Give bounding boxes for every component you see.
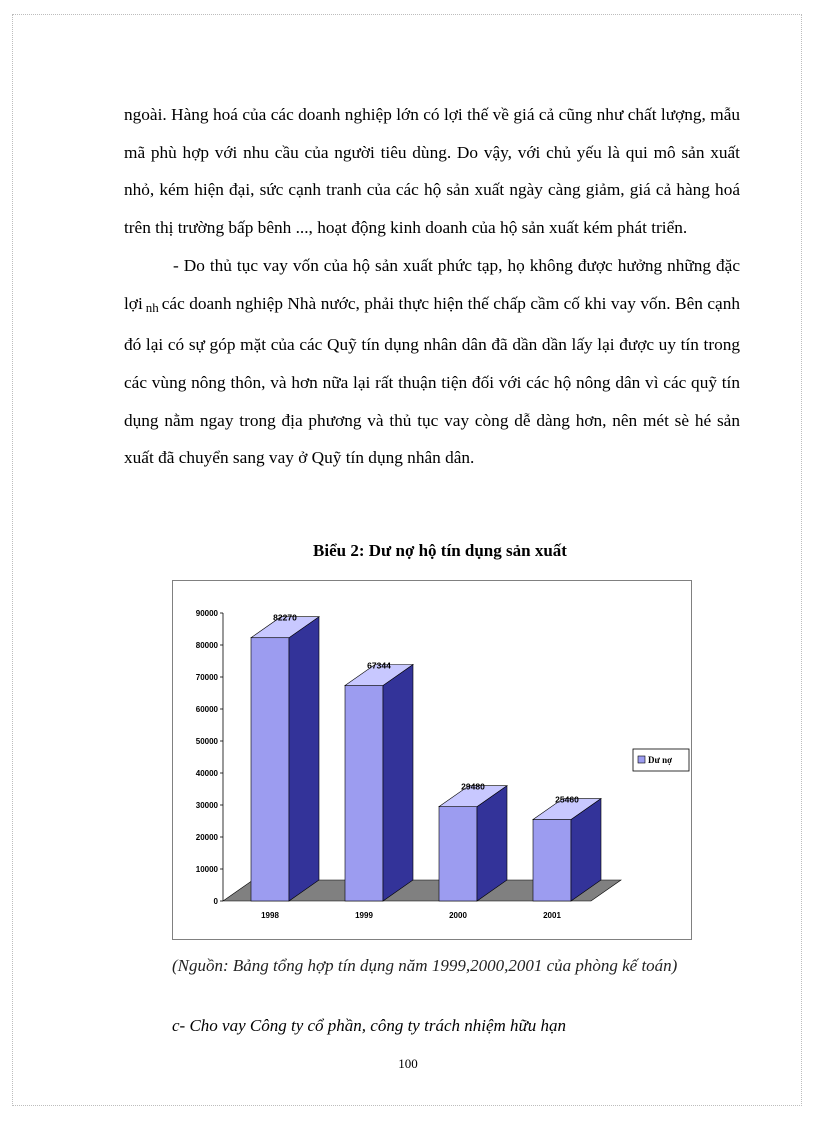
bar-front (533, 820, 571, 901)
x-tick-label: 1999 (355, 911, 373, 920)
x-tick-label: 2000 (449, 911, 467, 920)
page-number: 100 (398, 1056, 418, 1071)
chart-title: Biểu 2: Dư nợ hộ tín dụng sản xuất (313, 541, 567, 560)
y-tick-label: 50000 (195, 737, 218, 746)
x-tick-label: 2001 (543, 911, 561, 920)
paragraph-2-subscript: nh (145, 299, 159, 315)
paragraph-2-part-2: các doanh nghiệp Nhà nước, phải thực hiện thế chấp cầm cố khi vay vốn. Bên cạnh đó lại có sự góp mặt của các Quỹ tín dụng nhân dân đã dần dần lấy lại được uy tín trong các vùng nông thôn, và hơn nữa lại rất thuận tiện đối với các hộ nông dân vì các quỹ tín dụng nằm ngay trong địa phương và thủ tục vay còng dễ dàng hơn, nên mét sè hé sản xuất đã chuyển sang vay ở Quỹ tín dụng nhân dân. (124, 293, 740, 468)
paragraph-2 (124, 247, 740, 477)
legend-swatch (638, 756, 645, 763)
y-tick-label: 40000 (195, 769, 218, 778)
y-tick-label: 60000 (195, 705, 218, 714)
body-text (124, 96, 740, 477)
y-tick-label: 90000 (195, 609, 218, 618)
bar-side (383, 664, 413, 901)
data-label: 67344 (367, 660, 391, 671)
legend-label: Dư nợ (648, 755, 673, 765)
bar-side (289, 617, 319, 901)
paragraph-2-part-1: - Do thủ tục vay vốn của hộ sản xuất phức tạp, họ không được hưởng những đặc lợi (124, 255, 740, 313)
y-tick-label: 30000 (195, 801, 218, 810)
chart-frame (172, 580, 692, 940)
y-tick-label: 0 (213, 897, 218, 906)
bar-front (251, 638, 289, 901)
y-tick-label: 80000 (195, 641, 218, 650)
bar-front (439, 807, 477, 901)
data-label: 82270 (273, 612, 297, 623)
paragraph-1: ngoài. Hàng hoá của các doanh nghiệp lớn có lợi thế về giá cả cũng như chất lượng, mẫu mã phù hợp với nhu cầu của người tiêu dùng. Do vậy, với chủ yếu là qui mô sản xuất nhỏ, kém hiện đại, sức cạnh tranh của các hộ sản xuất ngày càng giảm, giá cả hàng hoá trên thị trường bấp bênh ..., hoạt động kinh doanh của hộ sản xuất kém phát triển. (124, 105, 740, 238)
y-tick-label: 10000 (195, 865, 218, 874)
source-note: (Nguồn: Bảng tổng hợp tín dụng năm 1999,2000,2001 của phòng kế toán) (172, 956, 678, 975)
section-heading: c- Cho vay Công ty cổ phần, công ty trách nhiệm hữu hạn (172, 1016, 567, 1035)
data-label: 25460 (555, 794, 579, 805)
bar-chart (173, 581, 691, 939)
y-tick-label: 70000 (195, 673, 218, 682)
y-tick-label: 20000 (195, 833, 218, 842)
data-label: 29480 (461, 781, 485, 792)
x-tick-label: 1998 (261, 911, 279, 920)
bar-front (345, 685, 383, 901)
